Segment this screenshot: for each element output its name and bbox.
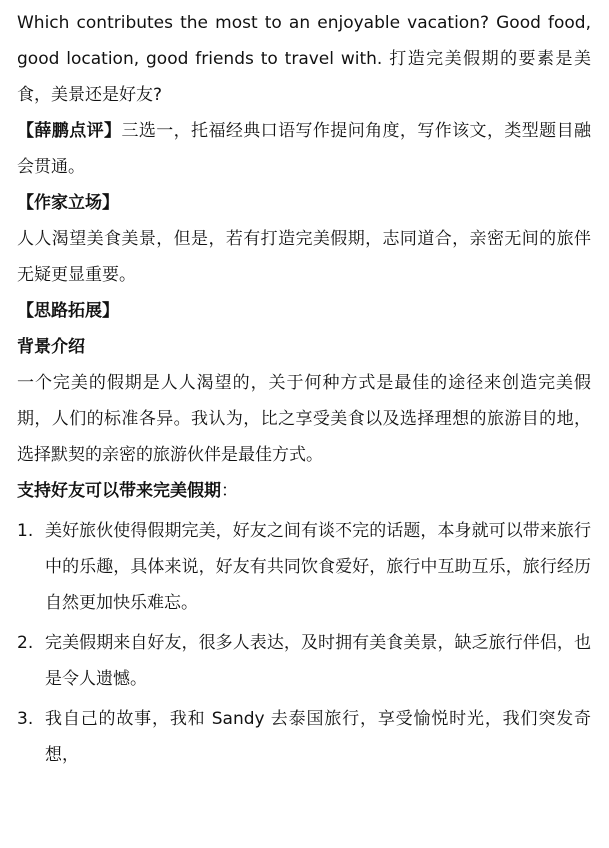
list-item (17, 701, 591, 773)
list-item-number: 2. (17, 633, 34, 653)
comment-label: 【薛鹏点评】 (17, 121, 122, 141)
list-item-text: 完美假期来自好友，很多人表达，及时拥有美食美景，缺乏旅行伴侣，也是令人遗憾。 (45, 633, 591, 689)
essay-question: Which contributes the most to an enjoyable vacation? Good food, good location, good friends to travel with. 打造完美假期的要素是美食，美景还是好友? (17, 13, 591, 105)
support-heading: 支持好友可以带来完美假期 (17, 481, 221, 501)
list-item-number: 3. (17, 709, 34, 729)
background-paragraph: 一个完美的假期是人人渴望的，关于何种方式是最佳的途径来创造完美假期，人们的标准各异。我认为，比之享受美食以及选择理想的旅游目的地，选择默契的亲密的旅游伙伴是最佳方式。 (17, 373, 591, 465)
background-heading: 背景介绍 (17, 337, 85, 357)
list-item-number: 1. (17, 521, 34, 541)
support-points-list (17, 513, 591, 773)
support-heading-line (17, 473, 591, 509)
stance-paragraph: 人人渴望美食美景，但是，若有打造完美假期，志同道合，亲密无间的旅伴无疑更显重要。 (17, 229, 591, 285)
comment-paragraph (17, 113, 591, 185)
list-item (17, 625, 591, 697)
list-item-text: 美好旅伙使得假期完美，好友之间有谈不完的话题，本身就可以带来旅行中的乐趣，具体来说，好友有共同饮食爱好，旅行中互助互乐，旅行经历自然更加快乐难忘。 (45, 521, 591, 613)
support-colon: ： (221, 481, 238, 501)
comment-text: 三选一，托福经典口语写作提问角度，写作该文，类型题目融会贯通。 (17, 121, 591, 177)
list-item-text: 我自己的故事，我和 Sandy 去泰国旅行，享受愉悦时光，我们突发奇想， (45, 709, 591, 765)
list-item (17, 513, 591, 621)
expansion-heading: 【思路拓展】 (17, 301, 119, 321)
stance-heading: 【作家立场】 (17, 193, 119, 213)
